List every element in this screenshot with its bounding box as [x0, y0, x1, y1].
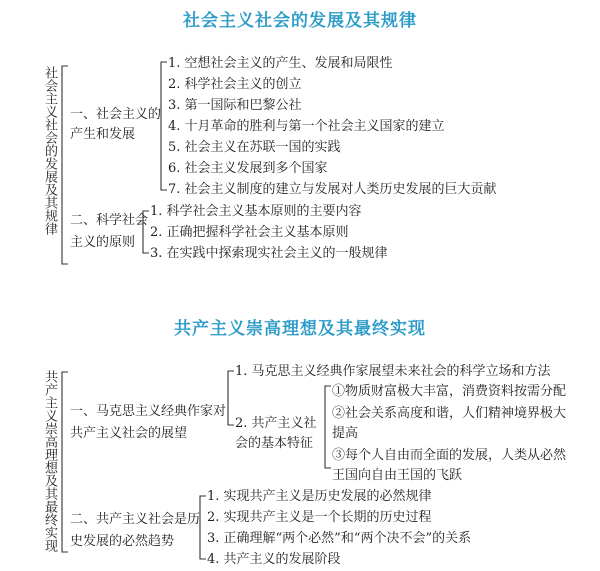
section2-root-label: 共产主义崇高理想及其最终实现: [42, 370, 57, 552]
section1-root-label: 社会主义社会的发展及其规律: [42, 66, 57, 235]
s2-b2-item-2: 2. 实现共产主义是一个长期的历史过程: [207, 510, 432, 525]
s1-b1-item-7: 7. 社会主义制度的建立与发展对人类历史发展的巨大贡献: [168, 182, 497, 197]
s1-b2-item-3: 3. 在实践中探索现实社会主义的一般规律: [150, 246, 388, 261]
s2-branch1-label-line2: 共产主义社会的展望: [70, 426, 188, 441]
s1-b1-item-3: 3. 第一国际和巴黎公社: [168, 98, 302, 113]
s1-b1-item-6: 6. 社会主义发展到多个国家: [168, 161, 328, 176]
s2-feature-2-line1: ②社会关系高度和谐，人们精神境界极大: [332, 406, 567, 421]
s2-feature-3-line2: 王国向自由王国的飞跃: [332, 468, 463, 483]
section1-title: 社会主义社会的发展及其规律: [183, 11, 417, 31]
s2-feature-3-line1: ③每个人自由而全面的发展，人类从必然: [332, 448, 567, 463]
s1-b1-item-2: 2. 科学社会主义的创立: [168, 77, 302, 92]
s2-branch2-label-line1: 二、共产主义社会是历: [70, 512, 201, 527]
s2-b1-item-2-line1: 2. 共产主义社: [235, 416, 317, 431]
section2-title: 共产主义崇高理想及其最终实现: [174, 319, 426, 339]
s2-b1-item-1: 1. 马克思主义经典作家展望未来社会的科学立场和方法: [235, 364, 551, 379]
s2-branch1-label-line1: 一、马克思主义经典作家对: [70, 404, 227, 419]
s1-branch1-label-line1: 一、社会主义的: [70, 107, 162, 122]
s1-b2-item-1: 1. 科学社会主义基本原则的主要内容: [150, 204, 362, 219]
s1-b1-item-5: 5. 社会主义在苏联一国的实践: [168, 140, 341, 155]
s2-feature-2-line2: 提高: [332, 426, 359, 441]
s1-b1-item-1: 1. 空想社会主义的产生、发展和局限性: [168, 56, 393, 71]
s2-b1-item-2-line2: 会的基本特征: [235, 436, 314, 451]
s1-branch1-label-line2: 产生和发展: [70, 127, 136, 142]
s1-branch2-label-line1: 二、科学社会: [70, 213, 149, 228]
s2-b2-item-3: 3. 正确理解“两个必然”和“两个决不会”的关系: [207, 531, 472, 546]
s1-branch2-label-line2: 主义的原则: [70, 235, 136, 250]
s2-b2-item-4: 4. 共产主义的发展阶段: [207, 552, 341, 567]
s2-branch2-label-line2: 史发展的必然趋势: [70, 534, 175, 549]
s1-b1-item-4: 4. 十月革命的胜利与第一个社会主义国家的建立: [168, 119, 445, 134]
s1-b2-item-2: 2. 正确把握科学社会主义基本原则: [150, 225, 349, 240]
s2-b2-item-1: 1. 实现共产主义是历史发展的必然规律: [207, 489, 432, 504]
s2-feature-1-line1: ①物质财富极大丰富，消费资料按需分配: [332, 384, 567, 399]
